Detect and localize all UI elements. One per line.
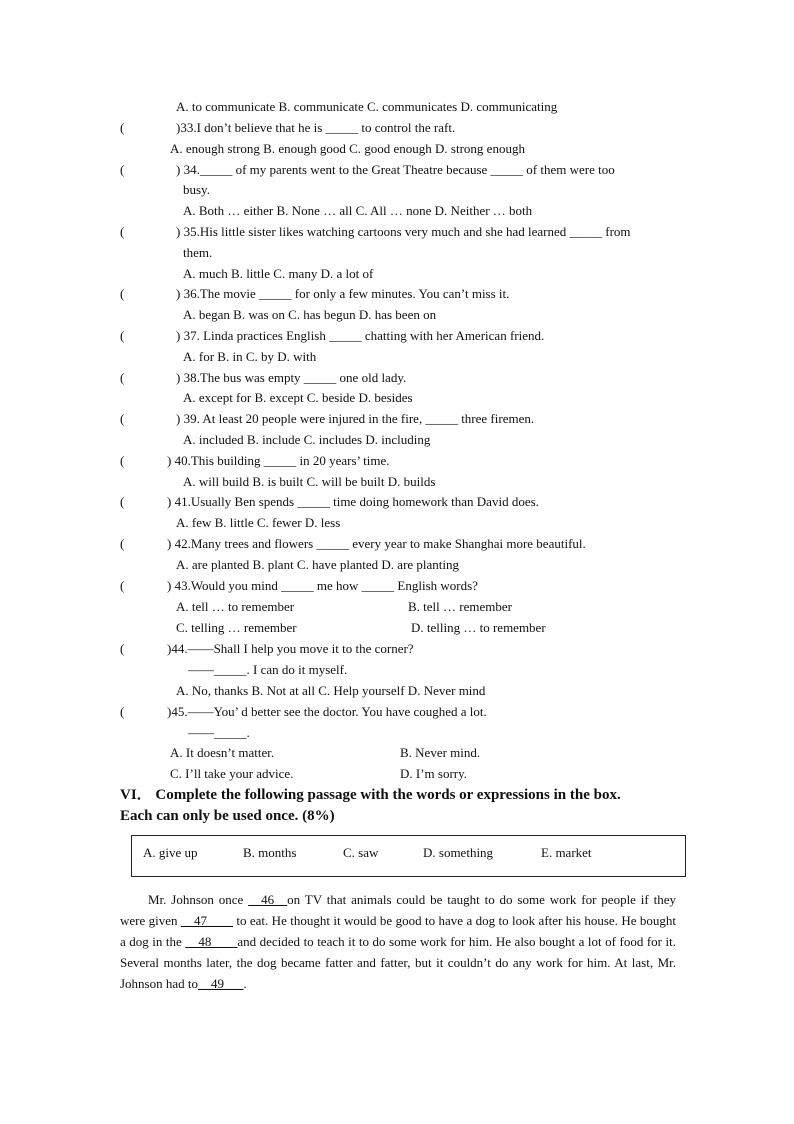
q32-options: A. to communicate B. communicate C. communicates D. communicating bbox=[176, 99, 558, 114]
question-stem: ) 37. Linda practices English _____ chatting with her American friend. bbox=[176, 328, 545, 343]
blank-49: __49___ bbox=[198, 976, 244, 991]
q45-paren: ( bbox=[120, 704, 125, 719]
passage-text-4: and decided to teach it to do some work for him. He also bought a lot of food for it. Several months later, the dog became fatter and fatter, but it couldn’t do any work for him. At last, Mr. Johnson had to bbox=[120, 934, 676, 991]
passage-text-3: to eat. He thought it would be good to have a dog to look after his house. He bought a dog in the bbox=[120, 913, 676, 949]
question-stem: ) 38.The bus was empty _____ one old lady. bbox=[176, 370, 407, 385]
word-box bbox=[131, 835, 686, 877]
question-stem: ) 36.The movie _____ for only a few minutes. You can’t miss it. bbox=[176, 286, 510, 301]
question-stem: ) 41.Usually Ben spends _____ time doing homework than David does. bbox=[167, 494, 539, 509]
q44-paren: ( bbox=[120, 641, 125, 656]
question-options: A. are planted B. plant C. have planted D. are planting bbox=[176, 557, 460, 572]
question-paren: ( bbox=[120, 328, 125, 343]
question-options: A. except for B. except C. beside D. besides bbox=[183, 390, 413, 405]
q45-reply: ——_____. bbox=[188, 725, 250, 740]
passage-text-1: Mr. Johnson once bbox=[148, 892, 249, 907]
question-paren: ( bbox=[120, 120, 125, 135]
section-subheading: Each can only be used once. (8%) bbox=[120, 808, 335, 824]
section-heading: VI． Complete the following passage with the words or expressions in the box. bbox=[120, 787, 621, 803]
q43-option-c: C. telling … remember bbox=[176, 620, 297, 635]
q44-options: A. No, thanks B. Not at all C. Help yourself D. Never mind bbox=[176, 683, 486, 698]
question-paren: ( bbox=[120, 286, 125, 301]
q45-option-b: B. Never mind. bbox=[400, 745, 481, 760]
blank-47: __47____ bbox=[180, 913, 233, 928]
q44-stem: )44.——Shall I help you move it to the corner? bbox=[167, 641, 414, 656]
question-paren: ( bbox=[120, 578, 125, 593]
question-paren: ( bbox=[120, 162, 125, 177]
word-e: E. market bbox=[541, 845, 592, 860]
question-stem: ) 43.Would you mind _____ me how _____ English words? bbox=[167, 578, 478, 593]
question-options: A. included B. include C. includes D. including bbox=[183, 432, 431, 447]
passage-text-5: . bbox=[243, 976, 247, 991]
question-options: A. for B. in C. by D. with bbox=[183, 349, 317, 364]
question-options: A. few B. little C. fewer D. less bbox=[176, 515, 341, 530]
question-options: A. much B. little C. many D. a lot of bbox=[183, 266, 374, 281]
q43-option-d: D. telling … to remember bbox=[411, 620, 546, 635]
passage-text-2: on TV that animals could be taught to do some work for people if they were given bbox=[120, 892, 676, 928]
blank-48: __48____ bbox=[185, 934, 238, 949]
q43-option-b: B. tell … remember bbox=[408, 599, 512, 614]
q44-reply: ——_____. I can do it myself. bbox=[188, 662, 348, 677]
word-d: D. something bbox=[423, 845, 494, 860]
question-options: A. Both … either B. None … all C. All … none D. Neither … both bbox=[183, 203, 533, 218]
question-stem: ) 39. At least 20 people were injured in the fire, _____ three firemen. bbox=[176, 411, 535, 426]
question-paren: ( bbox=[120, 453, 125, 468]
cloze-passage bbox=[120, 889, 676, 994]
question-paren: ( bbox=[120, 536, 125, 551]
word-c: C. saw bbox=[343, 845, 379, 860]
question-options: A. enough strong B. enough good C. good enough D. strong enough bbox=[170, 141, 525, 156]
question-options: A. will build B. is built C. will be built D. builds bbox=[183, 474, 436, 489]
q45-option-c: C. I’ll take your advice. bbox=[170, 766, 294, 781]
question-options: A. began B. was on C. has begun D. has been on bbox=[183, 307, 437, 322]
question-stem: )33.I don’t believe that he is _____ to control the raft. bbox=[176, 120, 456, 135]
question-stem: ) 35.His little sister likes watching cartoons very much and she had learned _____ from bbox=[176, 224, 631, 239]
question-stem: ) 40.This building _____ in 20 years’ time. bbox=[167, 453, 390, 468]
q45-option-d: D. I’m sorry. bbox=[400, 766, 468, 781]
q45-option-a: A. It doesn’t matter. bbox=[170, 745, 275, 760]
question-stem: ) 42.Many trees and flowers _____ every year to make Shanghai more beautiful. bbox=[167, 536, 586, 551]
q45-stem: )45.——You’ d better see the doctor. You have coughed a lot. bbox=[167, 704, 487, 719]
word-a: A. give up bbox=[143, 845, 198, 860]
q43-option-a: A. tell … to remember bbox=[176, 599, 295, 614]
question-paren: ( bbox=[120, 224, 125, 239]
blank-46: __46__ bbox=[248, 892, 288, 907]
question-stem-continued: busy. bbox=[183, 182, 210, 197]
question-paren: ( bbox=[120, 494, 125, 509]
question-stem-continued: them. bbox=[183, 245, 213, 260]
question-paren: ( bbox=[120, 370, 125, 385]
word-b: B. months bbox=[243, 845, 297, 860]
question-paren: ( bbox=[120, 411, 125, 426]
question-stem: ) 34._____ of my parents went to the Great Theatre because _____ of them were too bbox=[176, 162, 615, 177]
